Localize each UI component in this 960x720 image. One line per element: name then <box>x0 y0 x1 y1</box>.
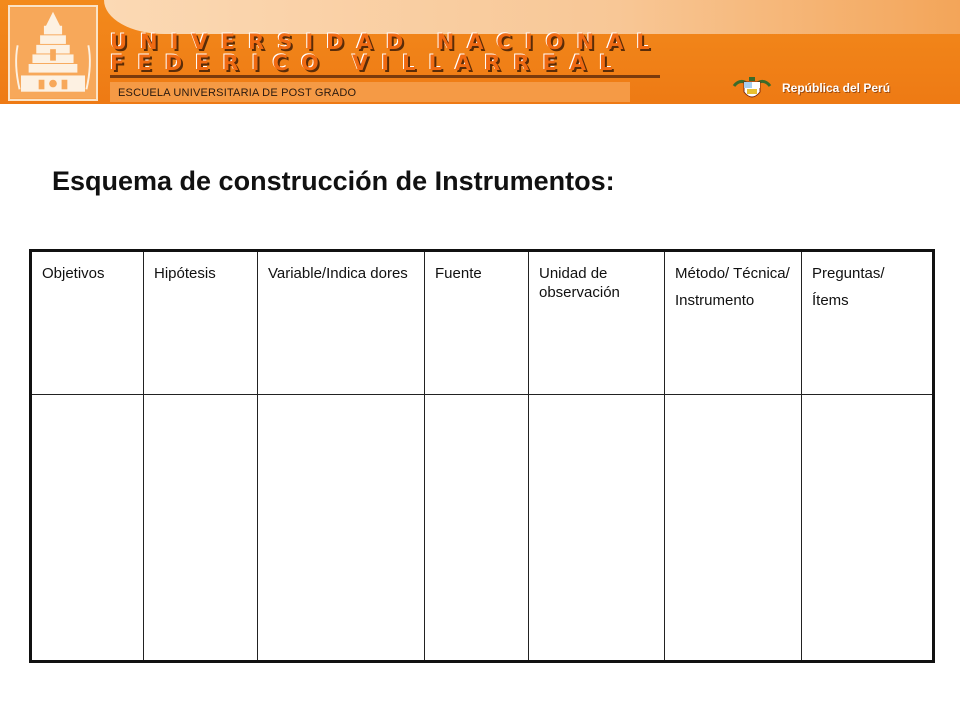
table-cell <box>144 395 258 662</box>
header-highlight <box>104 0 960 34</box>
page-title: Esquema de construcción de Instrumentos: <box>52 166 615 196</box>
university-name-line2: FEDERICO VILLARREAL <box>110 51 626 75</box>
header-cell-objetivos: Objetivos <box>31 251 144 395</box>
table-cell <box>31 395 144 662</box>
header-cell-hipotesis: Hipótesis <box>144 251 258 395</box>
header-cell-metodo-text: Método/ Técnica/ Instrumento <box>675 265 790 309</box>
peru-coat-of-arms-icon <box>730 76 774 102</box>
instrument-scheme-table <box>29 249 935 663</box>
header-cell-metodo <box>665 251 802 395</box>
country-name: República del Perú <box>782 81 891 95</box>
table-header-row <box>31 251 934 395</box>
header-banner <box>0 0 960 104</box>
header-cell-preguntas <box>802 251 934 395</box>
university-name-line1: UNIVERSIDAD NACIONAL <box>110 30 663 54</box>
header-cell-fuente: Fuente <box>425 251 529 395</box>
table-cell <box>529 395 665 662</box>
country-badge <box>730 76 956 102</box>
table-cell <box>258 395 425 662</box>
header-cell-unidad: Unidad de observación <box>529 251 665 395</box>
table-row <box>31 395 934 662</box>
table-cell <box>802 395 934 662</box>
table-cell <box>425 395 529 662</box>
header-cell-preguntas-text: Preguntas/ Ítems <box>812 265 885 309</box>
table-cell <box>665 395 802 662</box>
school-name: ESCUELA UNIVERSITARIA DE POST GRADO <box>118 87 357 99</box>
university-crest-icon <box>8 5 98 101</box>
divider <box>110 75 660 78</box>
header-cell-variable: Variable/Indica dores <box>258 251 425 395</box>
